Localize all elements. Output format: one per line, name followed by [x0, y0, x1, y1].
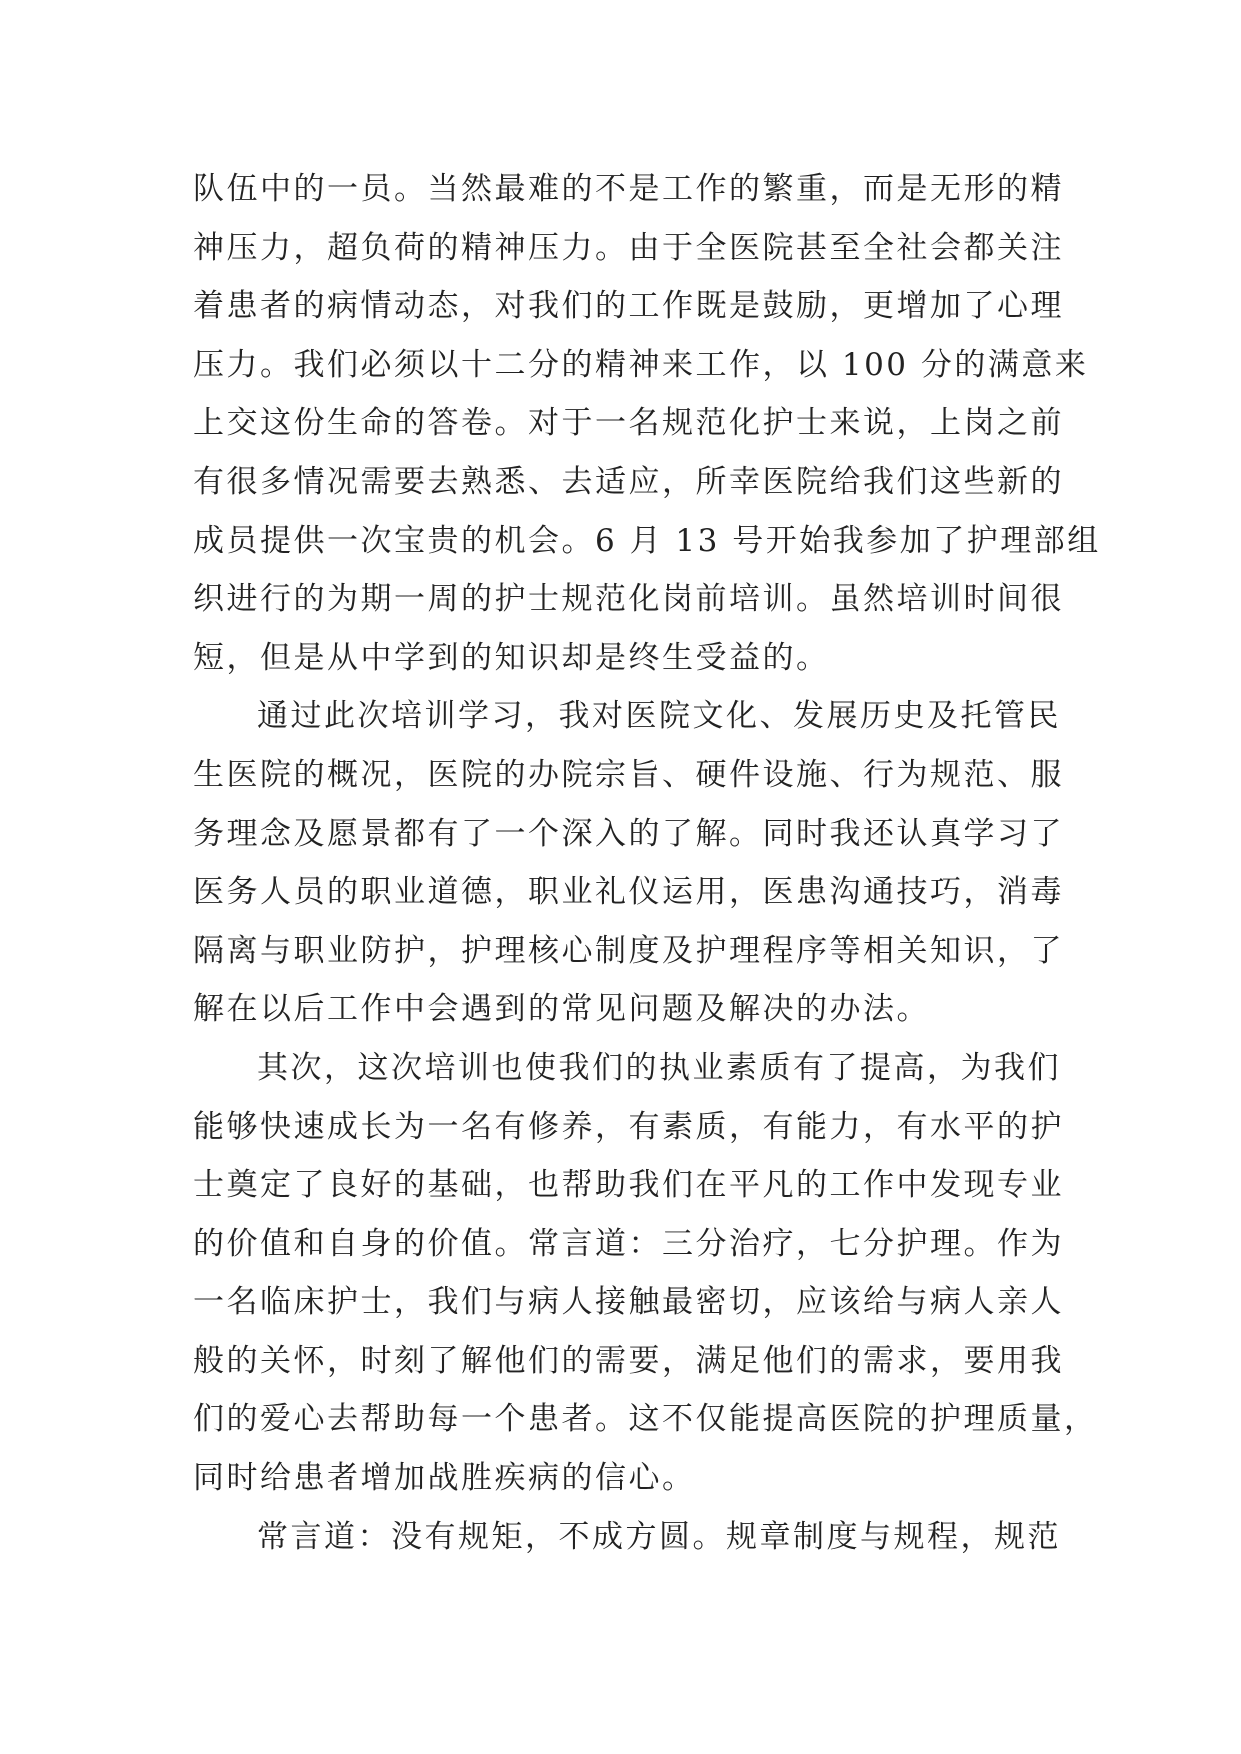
- text-line: 隔离与职业防护，护理核心制度及护理程序等相关知识，了: [193, 932, 1064, 969]
- text-line: 的价值和自身的价值。常言道：三分治疗，七分护理。作为: [193, 1225, 1064, 1262]
- text-line: 织进行的为期一周的护士规范化岗前培训。虽然培训时间很: [193, 581, 1064, 618]
- paragraph-start-line: 常言道：没有规矩，不成方圆。规章制度与规程，规范: [257, 1518, 1061, 1555]
- text-line: 能够快速成长为一名有修养，有素质，有能力，有水平的护: [193, 1108, 1064, 1145]
- text-line: 上交这份生命的答卷。对于一名规范化护士来说，上岗之前: [193, 405, 1064, 442]
- text-line: 解在以后工作中会遇到的常见问题及解决的办法。: [193, 991, 930, 1028]
- text-line: 生医院的概况，医院的办院宗旨、硬件设施、行为规范、服: [193, 756, 1064, 793]
- text-line: 务理念及愿景都有了一个深入的了解。同时我还认真学习了: [193, 815, 1064, 852]
- text-line: 士奠定了良好的基础，也帮助我们在平凡的工作中发现专业: [193, 1167, 1064, 1204]
- text-line: 们的爱心去帮助每一个患者。这不仅能提高医院的护理质量，: [193, 1401, 1098, 1438]
- text-line: 般的关怀，时刻了解他们的需要，满足他们的需求，要用我: [193, 1342, 1064, 1379]
- text-line: 同时给患者增加战胜疾病的信心。: [193, 1460, 696, 1497]
- text-line: 成员提供一次宝贵的机会。6 月 13 号开始我参加了护理部组: [193, 522, 1101, 559]
- text-line: 着患者的病情动态，对我们的工作既是鼓励，更增加了心理: [193, 288, 1064, 325]
- paragraph-start-line: 通过此次培训学习，我对医院文化、发展历史及托管民: [257, 698, 1061, 735]
- paragraph-start-line: 其次，这次培训也使我们的执业素质有了提高，为我们: [257, 1049, 1061, 1086]
- text-line: 队伍中的一员。当然最难的不是工作的繁重，而是无形的精: [193, 171, 1064, 207]
- text-line: 医务人员的职业道德，职业礼仪运用，医患沟通技巧，消毒: [193, 874, 1064, 911]
- text-line: 有很多情况需要去熟悉、去适应，所幸医院给我们这些新的: [193, 463, 1064, 500]
- text-line: 短，但是从中学到的知识却是终生受益的。: [193, 639, 830, 676]
- body-text: [193, 160, 1101, 1566]
- text-line: 神压力，超负荷的精神压力。由于全医院甚至全社会都关注: [193, 229, 1064, 266]
- text-line: 一名临床护士，我们与病人接触最密切，应该给与病人亲人: [193, 1284, 1064, 1321]
- text-line: 压力。我们必须以十二分的精神来工作，以 100 分的满意来: [193, 346, 1089, 383]
